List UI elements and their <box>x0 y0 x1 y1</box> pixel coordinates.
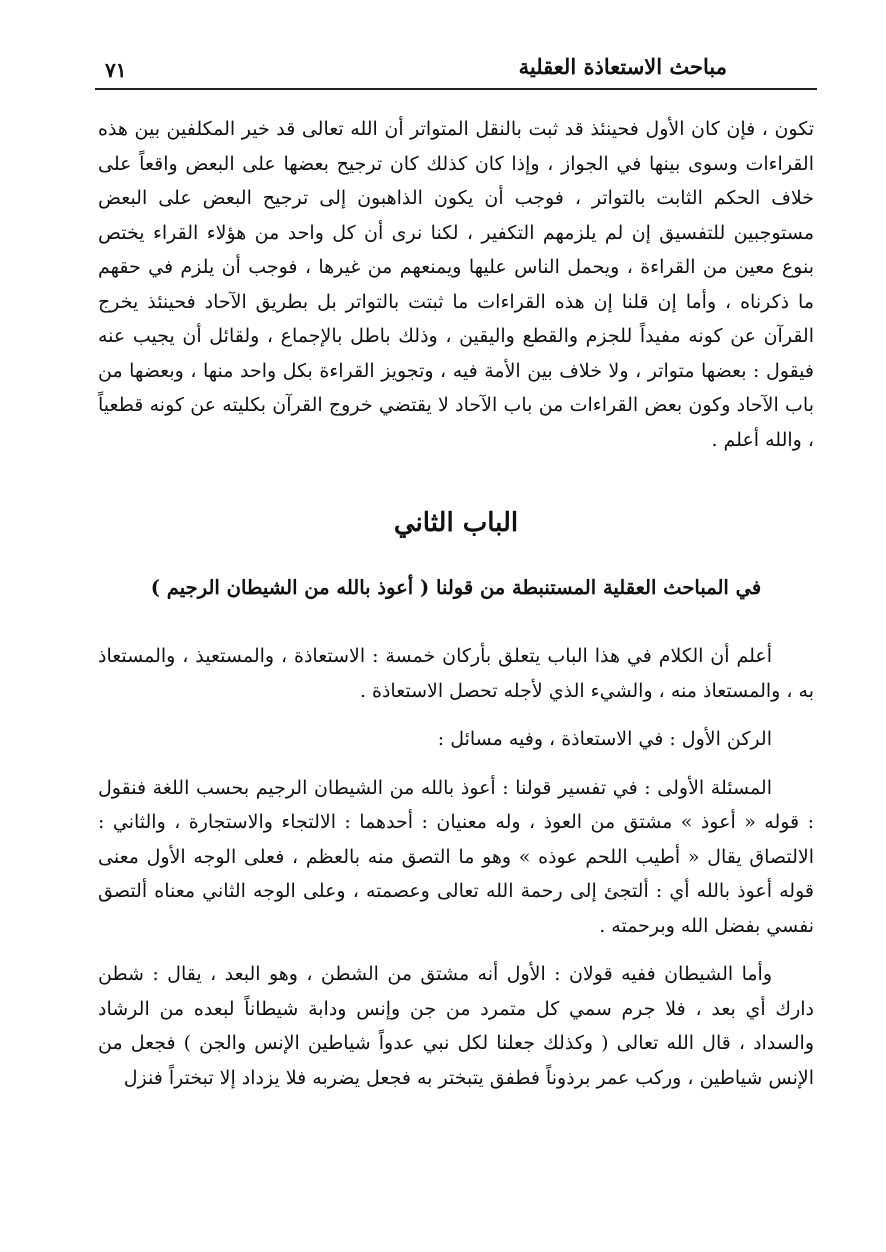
paragraph-shaytan: وأما الشيطان ففيه قولان : الأول أنه مشتق من الشطن ، وهو البعد ، يقال : شطن دارك أي بعد ، فلا جرم سمي كل متمرد من جن وإنس ودابة شيطاناً لبعده من الرشاد والسداد ، قال الله تعالى ( وكذلك جعلنا لكل نبي عدواً شياطين الإنس والجن ) فجعل من الإنس شياطين ، وركب عمر برذوناً فطفق يتبختر به فجعل يضربه فلا يزداد إلا تبختراً فنزل <box>98 963 814 1089</box>
running-title: مباحث الاستعاذة العقلية <box>518 54 727 79</box>
page-number: ٧١ <box>105 58 127 82</box>
running-header <box>95 48 817 90</box>
page-body <box>98 112 814 1095</box>
paragraph-first-issue: المسئلة الأولى : في تفسير قولنا : أعوذ بالله من الشيطان الرجيم بحسب اللغة فنقول : قوله « أعوذ » مشتق من العوذ ، وله معنيان : أحدهما : الالتجاء والاستجارة ، والثاني : الالتصاق يقال « أطيب اللحم عوذه » وهو ما التصق منه بالعظم ، فعلى الوجه الأول معنى قوله أعوذ بالله أي : ألتجئ إلى رحمة الله تعالى وعصمته ، وعلى الوجه الثاني معناه ألتصق نفسي بفضل الله وبرحمته . <box>98 776 814 937</box>
paragraph-pillars: أعلم أن الكلام في هذا الباب يتعلق بأركان خمسة : الاستعاذة ، والمستعيذ ، والمستعاذ به ، والمستعاذ منه ، والشيء الذي لأجله تحصل الاستعاذة . <box>98 645 814 702</box>
paragraph-first-pillar: الركن الأول : في الاستعاذة ، وفيه مسائل : <box>437 728 772 750</box>
paragraph-qiraat: تكون ، فإن كان الأول فحينئذ قد ثبت بالنقل المتواتر أن الله تعالى قد خير المكلفين بين هذه القراءات وسوى بينها في الجواز ، وإذا كان كذلك كان ترجيح بعضها على البعض واقعاً على خلاف الحكم الثابت بالتواتر ، فوجب أن يكون الذاهبون إلى ترجيح البعض على البعض مستوجبين للتفسيق إن لم يلزمهم التكفير ، لكنا نرى أن كل واحد من هؤلاء القراء يختص بنوع معين من القراءة ، ويحمل الناس عليها ويمنعهم من غيرها ، فوجب أن يلزم في حقهم ما ذكرناه ، وأما إن قلنا إن هذه القراءات ما ثبتت بالتواتر بل بطريق الآحاد فحينئذ يخرج القرآن عن كونه مفيداً للجزم والقطع واليقين ، وذلك باطل بالإجماع ، ولقائل أن يجيب عنه فيقول : بعضها متواتر ، ولا خلاف بين الأمة فيه ، وتجويز القراءة بكل واحد منها ، وبعضها من باب الآحاد وكون بعض القراءات من باب الآحاد لا يقتضي خروج القرآن بكليته عن كونه قطعياً ، والله أعلم . <box>98 118 814 451</box>
chapter-title: الباب الثاني <box>393 508 519 538</box>
chapter-subtitle: في المباحث العقلية المستنبطة من قولنا ( أعوذ بالله من الشيطان الرجيم ) <box>150 576 762 599</box>
